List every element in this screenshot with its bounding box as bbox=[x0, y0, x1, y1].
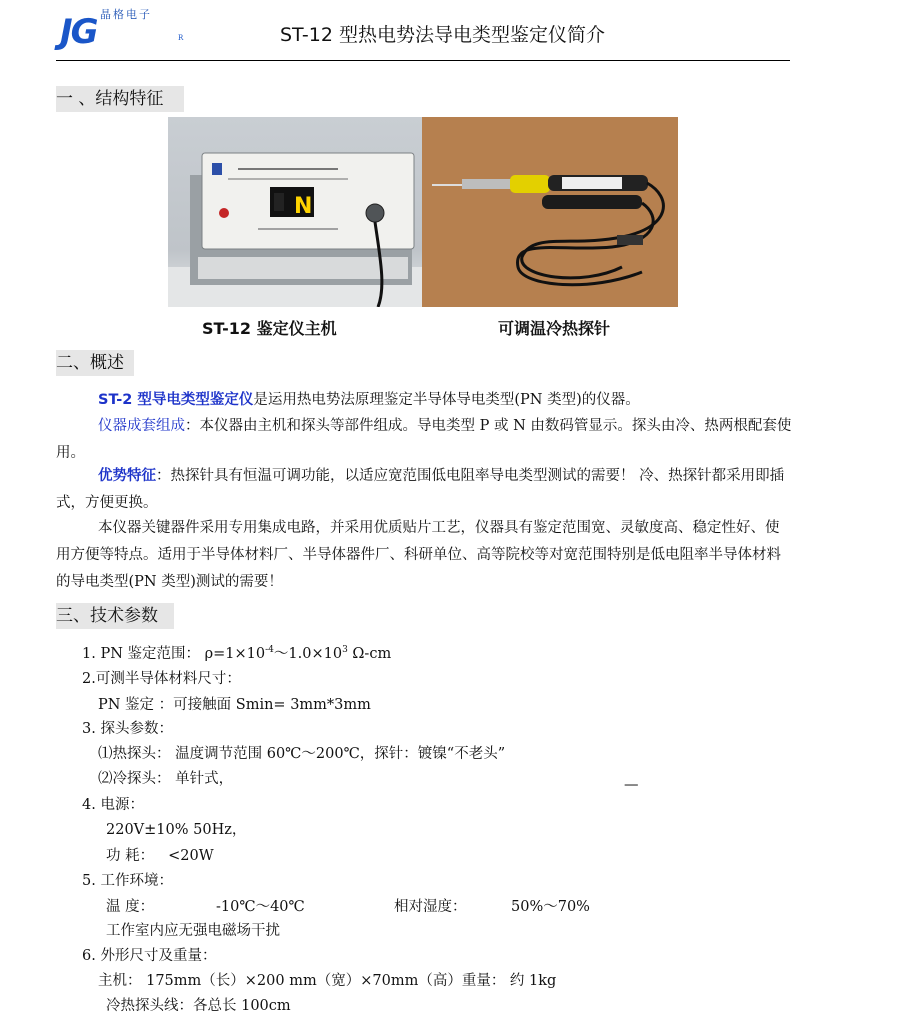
logo-mark: JG bbox=[60, 12, 97, 52]
spec-pn-range bbox=[82, 642, 391, 666]
probe-photo bbox=[422, 117, 678, 307]
overview-paragraph-3 bbox=[56, 463, 792, 517]
spec-power: 4. 电源： bbox=[82, 797, 144, 813]
spec-humidity-label: 相对湿度： bbox=[394, 899, 467, 915]
hot-probe-handle bbox=[510, 175, 550, 193]
spec-probe-params: 3. 探头参数： bbox=[82, 721, 173, 737]
overview-text-3: ：热探针具有恒温可调功能，以适应宽范围低电阻率导电类型测试的需要！ 冷、热探针都采用即插式，方便更换。 bbox=[56, 468, 785, 511]
document-title: ST-12 型热电势法导电类型鉴定仪简介 bbox=[280, 24, 605, 46]
spec-cold-probe: ⑵冷探头： 单针式， bbox=[98, 771, 234, 787]
spec-cable-length: 冷热探头线：各总长 100cm bbox=[106, 998, 291, 1014]
power-button bbox=[219, 208, 229, 218]
spec-consumption bbox=[106, 844, 214, 868]
photo-caption-main-unit: ST-12 鉴定仪主机 bbox=[202, 319, 337, 338]
spec-main-unit-size: 主机： 175mm（长）×200 mm（宽）×70mm（高）重量： 约 1kg bbox=[98, 973, 557, 989]
overview-paragraph-1 bbox=[56, 387, 792, 414]
overview-paragraph-2 bbox=[56, 413, 792, 467]
overview-paragraph-4: 本仪器关键器件采用专用集成电路，并采用优质贴片工艺，仪器具有鉴定范围宽、灵敏度高、稳定性好、使用方便等特点。适用于半导体材料厂、半导体器件厂、科研单位、高等院校等对宽范围特别是低电阻率半导体材料的导电类型(PN 类型)测试的需要！ bbox=[56, 520, 781, 590]
advantages-label: 优势特征 bbox=[98, 468, 156, 484]
spec-pn-range-c: Ω-cm bbox=[347, 646, 392, 662]
spec-emi-note: 工作室内应无强电磁场干扰 bbox=[106, 923, 280, 939]
main-unit-illustration bbox=[168, 117, 422, 307]
spec-exp-1: -4 bbox=[265, 645, 274, 655]
composition-label: 仪器成套组成 bbox=[98, 418, 185, 434]
overview-text-2: ：本仪器由主机和探头等部件组成。导电类型 P 或 N 由数码管显示。探头由冷、热两根配套使用。 bbox=[56, 418, 792, 461]
product-name: ST-2 型导电类型鉴定仪 bbox=[98, 392, 254, 408]
spec-exp-2: 3 bbox=[342, 645, 348, 655]
cold-probe-handle bbox=[542, 195, 642, 209]
section-heading-structure: 一 、结构特征 bbox=[56, 86, 184, 112]
spec-temperature-value: -10℃～40℃ bbox=[216, 899, 305, 915]
section-heading-specs: 三、技术参数 bbox=[56, 603, 174, 629]
logo-registered: R bbox=[178, 34, 184, 42]
spec-pn-range-b: ～1.0×10 bbox=[273, 646, 343, 662]
spec-humidity-value: 50%～70% bbox=[511, 899, 590, 915]
spec-dimensions: 6. 外形尺寸及重量： bbox=[82, 948, 217, 964]
display-digit: N bbox=[294, 194, 313, 219]
stray-dash: — bbox=[624, 777, 639, 793]
spec-environment: 5. 工作环境： bbox=[82, 873, 173, 889]
main-unit-photo bbox=[168, 117, 422, 307]
header-rule bbox=[56, 60, 790, 61]
photo-caption-probe: 可调温冷热探针 bbox=[498, 319, 611, 338]
logo-chinese-text: 晶格电子 bbox=[100, 8, 152, 21]
spec-contact-area: PN 鉴定 ：可接触面 Smin= 3mm*3mm bbox=[98, 697, 371, 713]
probe-connector bbox=[366, 204, 384, 222]
spec-material-size: 2.可测半导体材料尺寸： bbox=[82, 671, 241, 687]
probe-illustration bbox=[422, 117, 678, 307]
overview-text-1: 是运用热电势法原理鉴定半导体导电类型(PN 类型)的仪器。 bbox=[253, 392, 640, 408]
spec-temperature-label: 温 度： bbox=[106, 899, 155, 915]
spec-hot-probe: ⑴热探头： 温度调节范围 60℃～200℃，探针：镀镍“不老头” bbox=[98, 746, 506, 762]
spec-consumption-label: 功 耗： bbox=[106, 848, 155, 864]
spec-voltage: 220V±10% 50Hz， bbox=[106, 822, 247, 838]
section-heading-overview: 二、概述 bbox=[56, 350, 134, 376]
company-logo bbox=[60, 6, 190, 52]
spec-consumption-value: <20W bbox=[168, 848, 214, 864]
spec-pn-range-a: 1. PN 鉴定范围： ρ=1×10 bbox=[82, 646, 266, 662]
